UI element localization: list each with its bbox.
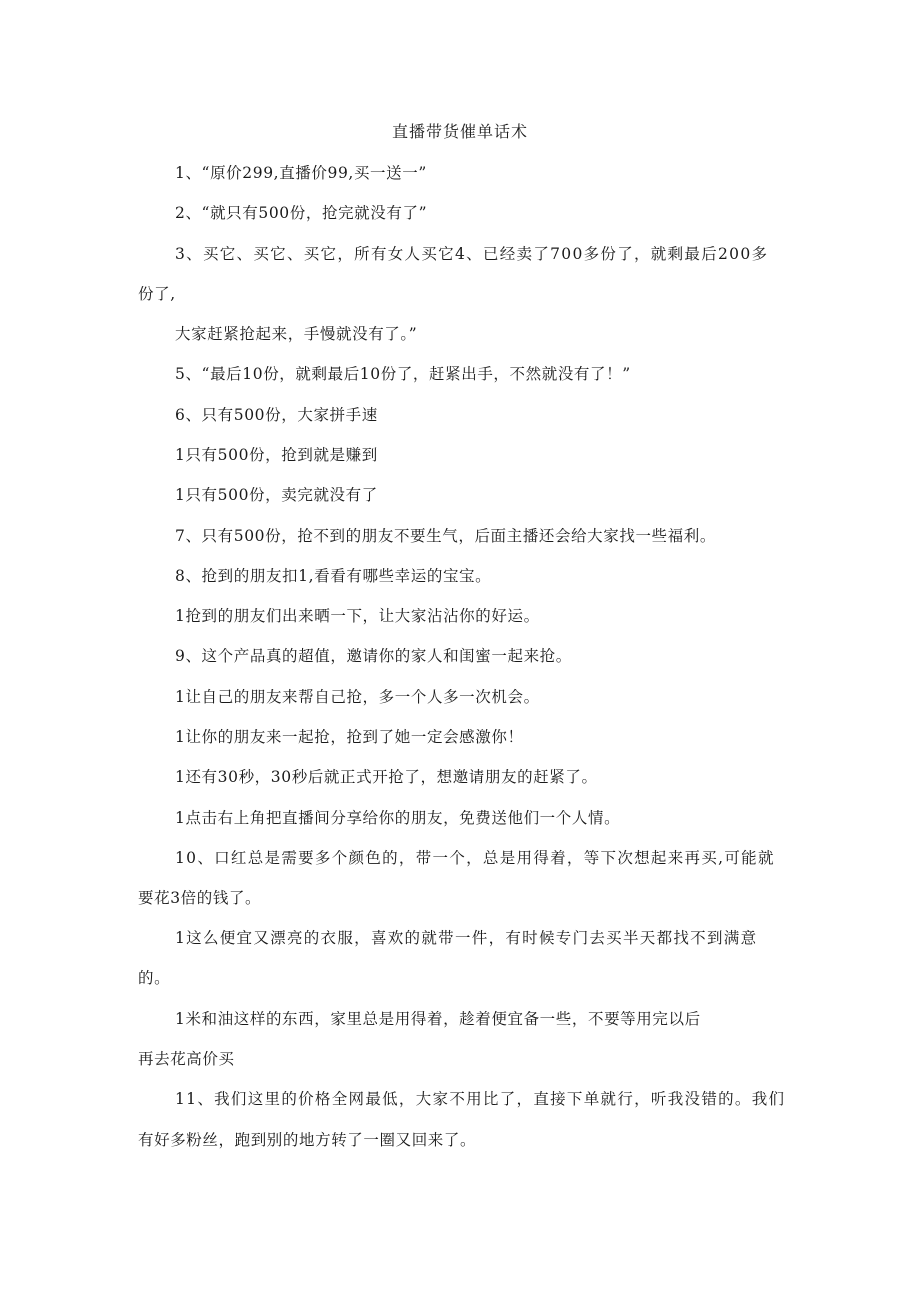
text-line-25: 有好多粉丝，跑到别的地方转了一圈又回来了。 [138, 1131, 477, 1149]
text-line-12: 1抢到的朋友们出来晒一下，让大家沾沾你的好运。 [175, 607, 540, 625]
text-line-2: 2、“就只有500份，抢完就没有了” [175, 204, 428, 222]
text-line-14: 1让自己的朋友来帮自己抢，多一个人多一次机会。 [175, 688, 540, 706]
text-line-18: 10、口红总是需要多个颜色的，带一个，总是用得着，等下次想起来再买,可能就 [175, 849, 775, 867]
text-line-16: 1还有30秒，30秒后就正式开抢了，想邀请朋友的赶紧了。 [175, 768, 598, 786]
text-line-15: 1让你的朋友来一起抢，抢到了她一定会感激你！ [175, 728, 524, 746]
text-line-13: 9、这个产品真的超值，邀请你的家人和闺蜜一起来抢。 [175, 647, 572, 665]
text-line-19: 要花3倍的钱了。 [138, 889, 262, 907]
text-line-7: 6、只有500份，大家拼手速 [175, 406, 378, 424]
text-line-6: 5、“最后10份，就剩最后10份了，赶紧出手，不然就没有了！” [175, 365, 631, 383]
text-line-1: 1、“原价299,直播价99,买一送一” [175, 164, 427, 182]
text-line-11: 8、抢到的朋友扣1,看看有哪些幸运的宝宝。 [175, 567, 492, 585]
text-line-4: 份了, [138, 285, 176, 303]
text-line-24: 11、我们这里的价格全网最低，大家不用比了，直接下单就行，听我没错的。我们 [175, 1090, 786, 1108]
text-line-17: 1点击右上角把直播间分享给你的朋友，免费送他们一个人情。 [175, 809, 621, 827]
text-line-5: 大家赶紧抢起来，手慢就没有了。” [175, 325, 418, 343]
text-line-3: 3、买它、买它、买它，所有女人买它4、已经卖了700多份了，就剩最后200多 [175, 245, 769, 263]
text-line-21: 的。 [138, 969, 171, 987]
text-line-20: 1这么便宜又漂亮的衣服，喜欢的就带一件，有时候专门去买半天都找不到满意 [175, 929, 758, 947]
text-line-8: 1只有500份，抢到就是赚到 [175, 446, 378, 464]
text-line-9: 1只有500份，卖完就没有了 [175, 486, 378, 504]
text-line-23: 再去花高价买 [138, 1050, 235, 1068]
text-line-10: 7、只有500份，抢不到的朋友不要生气，后面主播还会给大家找一些福利。 [175, 527, 716, 545]
text-line-22: 1米和油这样的东西，家里总是用得着，趁着便宜备一些，不要等用完以后 [175, 1010, 701, 1028]
document-title: 直播带货催单话术 [391, 122, 528, 141]
